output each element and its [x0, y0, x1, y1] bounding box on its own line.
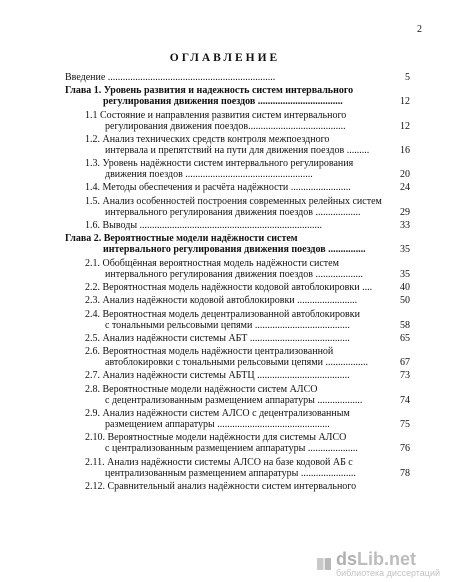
page-title: ОГЛАВЛЕНИЕ — [169, 52, 281, 64]
toc-entry-text — [85, 346, 390, 368]
toc-page-number: 35 — [400, 268, 410, 280]
toc-entry-continuation: размещением аппаратуры ............................................. — [105, 419, 330, 431]
toc-page-number: 5 — [405, 72, 410, 83]
toc-entry-continuation: централизованным размещением аппаратуры ...................... — [105, 467, 356, 479]
toc-entry-title: 1.6. Выводы ......................................................................... — [85, 220, 323, 232]
toc-entry — [65, 110, 410, 132]
toc-entry-title: 2.4. Вероятностная модель децентрализованной автоблокировки — [85, 308, 360, 320]
toc-entry-continuation: с централизованным размещением аппаратуры .................... — [105, 443, 358, 455]
toc-entry-continuation: интервального регулирования движения поездов ............... — [103, 244, 366, 256]
toc-entry-title: 2.2. Вероятностная модель надёжности кодовой автоблокировки .... — [85, 281, 373, 293]
toc-entry — [65, 72, 410, 83]
toc-entry — [65, 182, 410, 193]
toc-entry-text — [85, 220, 390, 231]
watermark — [315, 550, 440, 578]
toc-page-number: 24 — [400, 182, 410, 194]
toc-entry-title: 2.9. Анализ надёжности систем АЛСО с децентрализованным — [85, 408, 350, 420]
toc-entry-text — [85, 309, 390, 331]
toc-entry-text — [85, 258, 390, 280]
toc-page-number: 78 — [400, 467, 410, 479]
toc-page-number: 12 — [400, 120, 410, 132]
toc-entry-title: 2.11. Анализ надёжности системы АЛСО на базе кодовой АБ с — [85, 456, 353, 468]
toc-entry-title: 2.3. Анализ надёжности кодовой автоблокировки ........................ — [85, 295, 358, 307]
toc-page-number: 40 — [400, 281, 410, 293]
table-of-contents — [65, 72, 410, 494]
toc-entry-continuation: регулирования движения поездов....................................... — [105, 120, 346, 132]
toc-page-number: 20 — [400, 169, 410, 181]
toc-entry-title: 1.4. Методы обеспечения и расчёта надёжности ........................ — [85, 182, 351, 194]
toc-entry — [65, 295, 410, 306]
toc-entry-text — [85, 481, 390, 492]
toc-entry-title: Глава 2. Вероятностные модели надёжности систем — [65, 233, 298, 245]
toc-entry-text — [85, 158, 390, 180]
toc-entry — [65, 457, 410, 479]
toc-entry — [65, 282, 410, 293]
toc-page-number: 58 — [400, 319, 410, 331]
toc-entry — [65, 309, 410, 331]
toc-entry-title: 2.6. Вероятностная модель надёжности централизованной — [85, 346, 334, 358]
page-number: 2 — [417, 24, 422, 35]
toc-entry-title: 2.10. Вероятностные модели надёжности для системы АЛСО — [85, 432, 347, 444]
toc-entry-continuation: движения поездов ................................................... — [105, 169, 313, 181]
dslib-logo — [315, 550, 440, 578]
toc-entry — [65, 233, 410, 255]
toc-entry — [65, 481, 410, 492]
toc-entry-text — [85, 295, 390, 306]
toc-entry-text — [85, 333, 390, 344]
toc-entry-text — [85, 110, 390, 132]
toc-entry-title: 1.5. Анализ особенностей построения современных релейных систем — [85, 195, 382, 207]
toc-entry-title: 2.12. Сравнительный анализ надёжности систем интервального — [85, 480, 357, 492]
toc-page-number: 65 — [400, 332, 410, 344]
toc-entry — [65, 85, 410, 107]
toc-entry-continuation: с тональными рельсовыми цепями ...................................... — [105, 319, 350, 331]
toc-entry-title: Глава 1. Уровень развития и надежность систем интервального — [65, 85, 354, 97]
toc-entry — [65, 370, 410, 381]
toc-entry-text — [85, 384, 390, 406]
toc-page-number: 29 — [400, 206, 410, 218]
toc-entry-continuation: регулирования движения поездов .................................. — [103, 96, 343, 108]
toc-entry — [65, 333, 410, 344]
toc-page-number: 74 — [400, 394, 410, 406]
watermark-tagline: библиотека диссертаций — [335, 568, 440, 578]
toc-entry-text — [65, 72, 390, 83]
toc-entry-text — [85, 457, 390, 479]
toc-entry-text — [85, 408, 390, 430]
toc-entry — [65, 158, 410, 180]
toc-entry-continuation: интервала и препятствий на пути для движения поездов ......... — [105, 144, 370, 156]
toc-page-number: 67 — [400, 357, 410, 369]
toc-page-number: 75 — [400, 419, 410, 431]
toc-entry-text — [85, 134, 390, 156]
toc-entry-title: 2.8. Вероятностные модели надёжности систем АЛСО — [85, 383, 318, 395]
toc-entry-title: 1.2. Анализ технических средств контроля межпоездного — [85, 133, 330, 145]
toc-entry-title: Введение ................................................................... — [65, 72, 276, 83]
toc-entry-title: 2.1. Обобщённая вероятностная модель надёжности систем — [85, 257, 339, 269]
toc-entry-text — [65, 85, 390, 107]
toc-entry — [65, 384, 410, 406]
toc-entry — [65, 134, 410, 156]
toc-entry-text — [85, 196, 390, 218]
toc-entry-continuation: интервального регулирования движения поездов .................. — [105, 206, 361, 218]
toc-page-number: 12 — [400, 96, 410, 108]
toc-entry — [65, 258, 410, 280]
toc-page-number: 76 — [400, 443, 410, 455]
toc-entry — [65, 196, 410, 218]
toc-entry-continuation: с децентрализованным размещением аппаратуры .................. — [105, 394, 363, 406]
toc-page-number: 50 — [400, 295, 410, 307]
toc-entry-title: 2.7. Анализ надёжности системы АБТЦ ..................................... — [85, 370, 350, 382]
toc-entry — [65, 408, 410, 430]
toc-entry — [65, 220, 410, 231]
toc-entry-text — [85, 182, 390, 193]
toc-entry-text — [65, 233, 390, 255]
toc-page-number: 73 — [400, 370, 410, 382]
toc-entry-title: 1.1 Состояние и направления развития систем интервального — [85, 109, 347, 121]
toc-entry-continuation: интервального регулирования движения поездов ................... — [105, 268, 363, 280]
toc-entry-text — [85, 282, 390, 293]
dslib-logo-icon — [315, 555, 333, 573]
toc-page-number: 33 — [400, 220, 410, 232]
toc-entry-text — [85, 432, 390, 454]
toc-page-number: 16 — [400, 144, 410, 156]
toc-entry-continuation: автоблокировки с тональными рельсовыми цепями ................. — [105, 357, 368, 369]
toc-entry — [65, 346, 410, 368]
toc-page-number: 35 — [400, 244, 410, 256]
toc-entry-title: 1.3. Уровень надёжности систем интервального регулирования — [85, 158, 354, 170]
toc-entry-text — [85, 370, 390, 381]
toc-entry — [65, 432, 410, 454]
watermark-brand: dsLib.net — [335, 549, 416, 569]
toc-entry-title: 2.5. Анализ надёжности системы АБТ ........................................ — [85, 332, 350, 344]
